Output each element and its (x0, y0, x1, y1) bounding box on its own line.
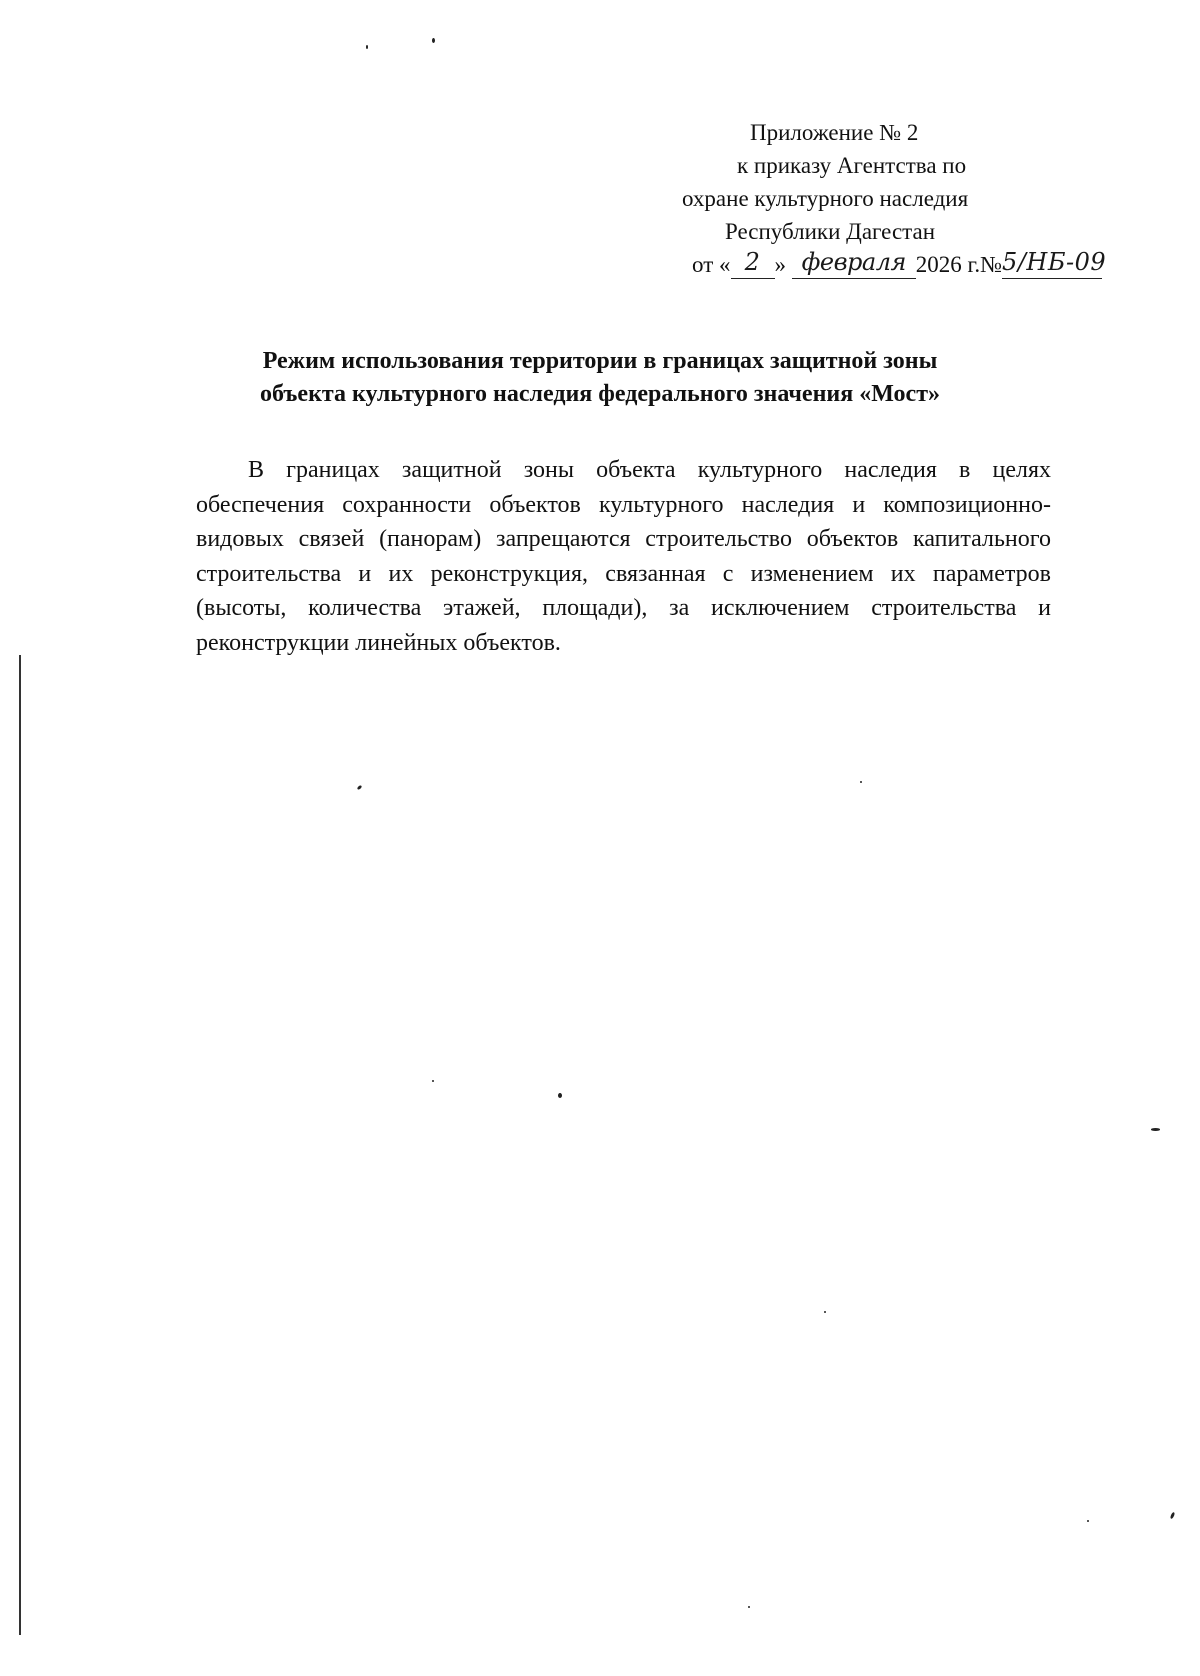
from-prefix: от « (692, 252, 731, 277)
handwritten-number: 5/НБ-09 (1002, 248, 1107, 276)
title-line-2: объекта культурного наследия федерального значения «Мост» (260, 381, 940, 407)
scan-speck (1170, 1512, 1176, 1520)
scan-margin-line (19, 655, 21, 1635)
scan-speck (748, 1606, 750, 1608)
scan-speck (860, 781, 862, 783)
order-reference: к приказу Агентства по (737, 153, 967, 178)
order-date-number-line (660, 248, 1160, 281)
scan-speck (357, 785, 363, 791)
scan-speck (432, 1080, 434, 1082)
scan-speck (1151, 1128, 1160, 1131)
handwritten-day: 2 (744, 248, 761, 276)
handwritten-month: февраля (801, 248, 906, 276)
quote-close: » (774, 252, 786, 277)
scan-speck (432, 38, 435, 43)
scan-speck (1087, 1520, 1089, 1522)
title-line-1: Режим использования территории в границах защитной зоны (262, 348, 938, 374)
approval-block (660, 116, 1160, 281)
republic-name: Республики Дагестан (725, 219, 935, 244)
document-title (150, 345, 1050, 411)
scan-speck (366, 45, 368, 49)
appendix-number: Приложение № 2 (750, 120, 919, 145)
day-field (731, 248, 775, 279)
month-field (792, 248, 916, 279)
scan-speck (824, 1311, 826, 1313)
body-paragraph: В границах защитной зоны объекта культурного наследия в целях обеспечения сохранности объектов культурного наследия и композиционно- видовых связей (панорам) запрещаются строительство объектов капитального строительства и их реконструкция, связанная с изменением их параметров (высоты, количества этажей, площади), за исключением строительства и реконструкции линейных объектов. (196, 457, 1051, 656)
year-and-number-label: 2026 г.№ (915, 252, 1003, 277)
agency-name: охране культурного наследия (682, 186, 969, 211)
scan-speck (558, 1093, 562, 1098)
number-field (1002, 248, 1107, 279)
